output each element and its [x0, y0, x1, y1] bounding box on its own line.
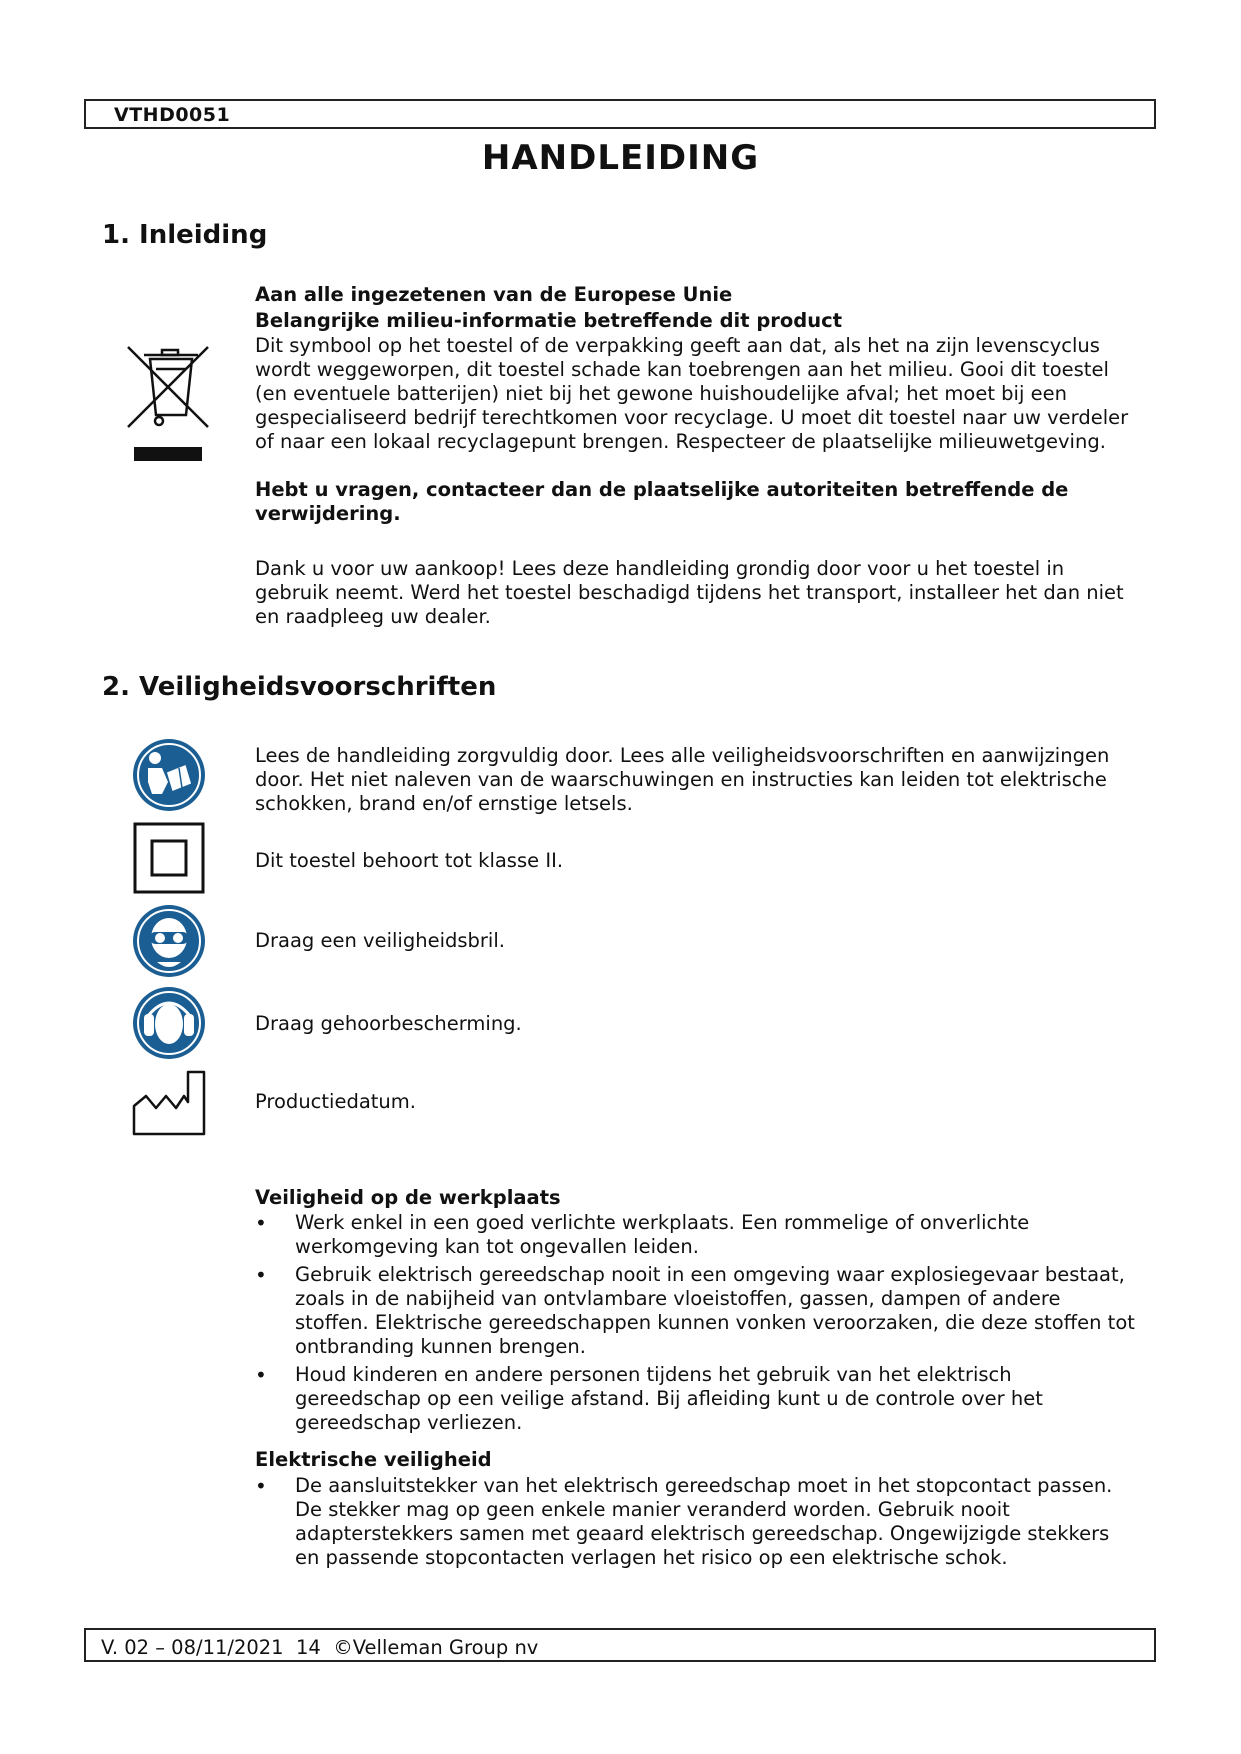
header-box [84, 99, 1156, 129]
thanks-text: Dank u voor uw aankoop! Lees deze handleiding grondig door voor u het toestel in gebruik neemt. Werd het toestel beschadigd tijdens het transport, installeer het dan niet en raadpleeg uw dealer. [255, 557, 1124, 628]
class-ii-icon [133, 822, 205, 894]
list-item: • Werk enkel in een goed verlichte werkplaats. Een rommelige of onverlichte werkomgeving kan tot ongevallen leiden. [255, 1211, 1135, 1259]
environment-heading: Belangrijke milieu-informatie betreffende dit product [255, 309, 843, 332]
ear-protection-icon [132, 986, 206, 1060]
list-item: • Houd kinderen en andere personen tijdens het gebruik van het elektrisch gereedschap op een veilige afstand. Bij afleiding kunt u de controle over het gereedschap verliezen. [255, 1363, 1135, 1435]
electrical-safety-list [255, 1474, 1135, 1574]
workplace-safety-list [255, 1211, 1135, 1439]
symbol-text-goggles: Draag een veiligheidsbril. [255, 929, 505, 952]
questions-text: Hebt u vragen, contacteer dan de plaatselijke autoriteiten betreffende de verwijdering. [255, 478, 1069, 525]
factory-date-icon [132, 1068, 206, 1136]
footer-text [101, 1636, 538, 1659]
footer-box [84, 1628, 1156, 1662]
list-item: • Gebruik elektrisch gereedschap nooit in een omgeving waar explosiegevaar bestaat, zoals in de nabijheid van ontvlambare vloeistoffen, gassen, dampen of andere stoffen. Elektrische gereedschappen kunnen vonken veroorzaken, die deze stoffen tot ontbranding kunnen brengen. [255, 1263, 1135, 1359]
symbol-text-production-date: Productiedatum. [255, 1090, 416, 1113]
footer-copyright: ©Velleman Group nv [333, 1636, 539, 1659]
eu-residents-heading: Aan alle ingezetenen van de Europese Unie [255, 283, 733, 306]
symbol-text-read-manual: Lees de handleiding zorgvuldig door. Lees alle veiligheidsvoorschriften en aanwijzingen door. Het niet naleven van de waarschuwingen en instructies kan leiden tot elektrische schokken, brand en/of ernstige letsels. [255, 744, 1110, 815]
electrical-safety-heading: Elektrische veiligheid [255, 1448, 492, 1471]
footer-page-number: 14 [295, 1636, 321, 1659]
footer-version: V. 02 – 08/11/2021 [101, 1636, 284, 1659]
section-1-heading: 1. Inleiding [102, 220, 268, 250]
section-2-heading: 2. Veiligheidsvoorschriften [102, 672, 497, 702]
read-manual-icon [132, 738, 206, 812]
symbol-text-ear: Draag gehoorbescherming. [255, 1012, 522, 1035]
symbol-text-class-ii: Dit toestel behoort tot klasse II. [255, 849, 564, 872]
safety-goggles-icon [132, 904, 206, 978]
document-title: HANDLEIDING [481, 138, 760, 178]
weee-bin-icon [126, 345, 212, 467]
list-item: • De aansluitstekker van het elektrisch gereedschap moet in het stopcontact passen. De stekker mag op geen enkele manier veranderd worden. Gebruik nooit adapterstekkers samen met geaard elektrisch gereedschap. Ongewijzigde stekkers en passende stopcontacten verlagen het risico op een elektrische schok. [255, 1474, 1135, 1570]
workplace-safety-heading: Veiligheid op de werkplaats [255, 1186, 561, 1209]
model-number: VTHD0051 [114, 104, 231, 126]
environment-text: Dit symbool op het toestel of de verpakking geeft aan dat, als het na zijn levenscyclus wordt weggeworpen, dit toestel schade kan toebrengen aan het milieu. Gooi dit toestel (en eventuele batterijen) niet bij het gewone huishoudelijke afval; het moet bij een gespecialiseerd bedrijf terechtkomen voor recyclage. U moet dit toestel naar uw verdeler of naar een lokaal recyclagepunt brengen. Respecteer de plaatselijke milieuwetgeving. [255, 334, 1129, 453]
